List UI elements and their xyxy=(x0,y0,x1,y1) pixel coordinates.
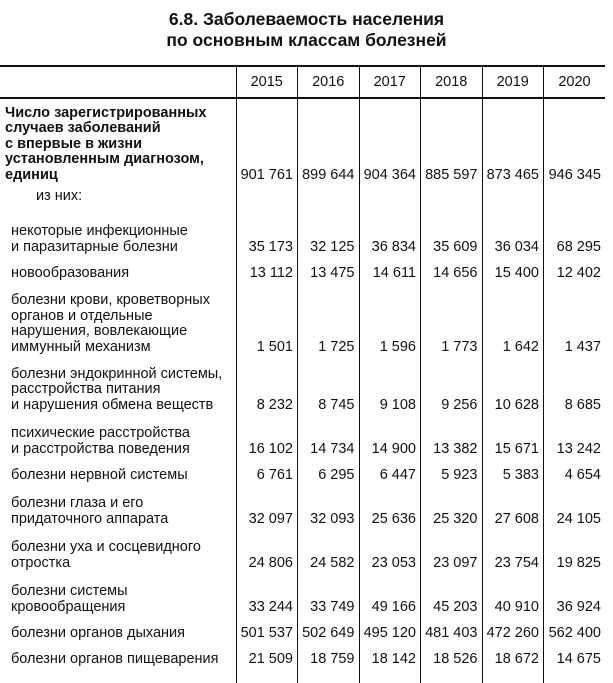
value-cell: 33 244 xyxy=(236,573,298,617)
value-cell: 40 910 xyxy=(482,573,544,617)
row-label-line: и расстройства поведения xyxy=(11,440,190,457)
value-cell: 36 924 xyxy=(544,573,606,617)
row-label-line: иммунный механизм xyxy=(11,338,151,355)
table-row xyxy=(0,283,605,357)
value-cell: 68 295 xyxy=(544,211,606,257)
table-row xyxy=(0,415,605,459)
value-cell: 18 672 xyxy=(482,643,544,669)
header-label-cell xyxy=(0,66,236,98)
value-cell: 32 093 xyxy=(298,485,360,529)
row-label-line: болезни системы xyxy=(11,583,128,599)
table-row xyxy=(0,643,605,669)
value-cell: 901 761 xyxy=(236,98,298,185)
row-label-line: болезни глаза и его xyxy=(11,495,144,511)
value-cell: 13 475 xyxy=(298,257,360,283)
value-cell: 23 097 xyxy=(421,529,483,573)
value-cell: 24 806 xyxy=(236,529,298,573)
value-cell: 10 628 xyxy=(482,357,544,415)
row-label-line: нарушения, вовлекающие xyxy=(11,323,188,339)
value-cell: 946 345 xyxy=(544,98,606,185)
row-label-line: болезни эндокринной системы, xyxy=(11,365,223,382)
value-cell: 35 173 xyxy=(236,211,298,257)
spacer-cell xyxy=(298,669,360,683)
spacer-cell xyxy=(482,669,544,683)
row-label-line: и нарушения обмена веществ xyxy=(11,396,214,413)
morbidity-table xyxy=(0,65,605,683)
table-row xyxy=(0,617,605,643)
empty-cell xyxy=(482,185,544,211)
empty-cell xyxy=(298,185,360,211)
value-cell: 35 609 xyxy=(421,211,483,257)
value-cell: 1 725 xyxy=(298,283,360,357)
value-cell: 885 597 xyxy=(421,98,483,185)
spacer-row xyxy=(0,669,605,683)
row-label-line: с впервые в жизни xyxy=(5,135,143,152)
table-row xyxy=(0,257,605,283)
table-row xyxy=(0,529,605,573)
value-cell: 27 608 xyxy=(482,485,544,529)
value-cell: 873 465 xyxy=(482,98,544,185)
value-cell: 49 166 xyxy=(359,573,421,617)
value-cell: 25 320 xyxy=(421,485,483,529)
table-title-line-2: по основным классам болезней xyxy=(166,30,447,50)
row-label xyxy=(0,357,236,415)
table-body xyxy=(0,98,605,683)
year-header: 2017 xyxy=(359,66,421,98)
value-cell: 33 749 xyxy=(298,573,360,617)
spacer-cell xyxy=(236,669,298,683)
value-cell: 8 232 xyxy=(236,357,298,415)
table-row xyxy=(0,485,605,529)
row-label xyxy=(0,98,236,185)
table-title xyxy=(0,9,613,51)
table-row xyxy=(0,573,605,617)
subheader-label: из них: xyxy=(36,188,83,205)
value-cell: 14 900 xyxy=(359,415,421,459)
row-label-line: болезни уха и сосцевидного xyxy=(11,539,201,555)
year-header: 2020 xyxy=(544,66,606,98)
table-row xyxy=(0,357,605,415)
spacer-cell xyxy=(359,669,421,683)
value-cell: 32 125 xyxy=(298,211,360,257)
row-label xyxy=(0,415,236,459)
year-header: 2019 xyxy=(482,66,544,98)
empty-cell xyxy=(544,185,606,211)
row-label-line: отростка xyxy=(11,554,71,571)
value-cell: 36 834 xyxy=(359,211,421,257)
value-cell: 13 382 xyxy=(421,415,483,459)
row-label xyxy=(0,211,236,257)
value-cell: 481 403 xyxy=(421,617,483,643)
value-cell: 14 675 xyxy=(544,643,606,669)
value-cell: 495 120 xyxy=(359,617,421,643)
value-cell: 904 364 xyxy=(359,98,421,185)
value-cell: 5 923 xyxy=(421,459,483,485)
value-cell: 14 611 xyxy=(359,257,421,283)
value-cell: 15 400 xyxy=(482,257,544,283)
row-label-line: случаев заболеваний xyxy=(5,120,161,136)
row-label-line: единиц xyxy=(5,166,58,183)
empty-cell xyxy=(421,185,483,211)
row-label xyxy=(0,529,236,573)
value-cell: 25 636 xyxy=(359,485,421,529)
row-label-line: болезни органов пищеварения xyxy=(11,650,219,667)
row-label-line: придаточного аппарата xyxy=(11,510,169,527)
value-cell: 16 102 xyxy=(236,415,298,459)
value-cell: 32 097 xyxy=(236,485,298,529)
subheader-row xyxy=(0,185,605,211)
row-label-line: болезни крови, кроветворных xyxy=(11,292,210,308)
value-cell: 6 295 xyxy=(298,459,360,485)
value-cell: 18 759 xyxy=(298,643,360,669)
row-label-line: Число зарегистрированных xyxy=(5,104,207,121)
year-header: 2018 xyxy=(421,66,483,98)
value-cell: 21 509 xyxy=(236,643,298,669)
year-header: 2016 xyxy=(298,66,360,98)
value-cell: 13 112 xyxy=(236,257,298,283)
value-cell: 562 400 xyxy=(544,617,606,643)
table-row xyxy=(0,211,605,257)
spacer-cell xyxy=(421,669,483,683)
value-cell: 14 656 xyxy=(421,257,483,283)
value-cell: 19 825 xyxy=(544,529,606,573)
total-row xyxy=(0,98,605,185)
value-cell: 8 685 xyxy=(544,357,606,415)
value-cell: 502 649 xyxy=(298,617,360,643)
row-label-line: установленным диагнозом, xyxy=(5,151,204,167)
value-cell: 1 642 xyxy=(482,283,544,357)
value-cell: 1 596 xyxy=(359,283,421,357)
value-cell: 472 260 xyxy=(482,617,544,643)
value-cell: 23 053 xyxy=(359,529,421,573)
empty-cell xyxy=(359,185,421,211)
value-cell: 24 105 xyxy=(544,485,606,529)
value-cell: 899 644 xyxy=(298,98,360,185)
empty-cell xyxy=(236,185,298,211)
value-cell: 1 437 xyxy=(544,283,606,357)
row-label-line: органов и отдельные xyxy=(11,307,153,324)
value-cell: 13 242 xyxy=(544,415,606,459)
value-cell: 501 537 xyxy=(236,617,298,643)
row-label xyxy=(0,573,236,617)
row-label-line: расстройства питания xyxy=(11,381,161,397)
row-label-line: болезни нервной системы xyxy=(11,466,188,483)
value-cell: 12 402 xyxy=(544,257,606,283)
row-label-line: кровообращения xyxy=(11,598,126,615)
spacer-cell xyxy=(0,669,236,683)
row-label xyxy=(0,283,236,357)
value-cell: 9 256 xyxy=(421,357,483,415)
value-cell: 8 745 xyxy=(298,357,360,415)
table-title-line-1: 6.8. Заболеваемость населения xyxy=(168,9,445,29)
table-row xyxy=(0,459,605,485)
row-label-line: психические расстройства xyxy=(11,425,190,441)
value-cell: 18 526 xyxy=(421,643,483,669)
spacer-cell xyxy=(544,669,606,683)
header-row xyxy=(0,66,605,98)
year-header: 2015 xyxy=(236,66,298,98)
row-label xyxy=(0,643,236,669)
row-label-line: новообразования xyxy=(11,264,130,281)
value-cell: 36 034 xyxy=(482,211,544,257)
row-label xyxy=(0,617,236,643)
row-label xyxy=(0,257,236,283)
row-label xyxy=(0,459,236,485)
value-cell: 1 501 xyxy=(236,283,298,357)
value-cell: 15 671 xyxy=(482,415,544,459)
value-cell: 18 142 xyxy=(359,643,421,669)
value-cell: 1 773 xyxy=(421,283,483,357)
value-cell: 6 761 xyxy=(236,459,298,485)
value-cell: 14 734 xyxy=(298,415,360,459)
row-label-line: и паразитарные болезни xyxy=(11,238,178,255)
value-cell: 24 582 xyxy=(298,529,360,573)
row-label-line: некоторые инфекционные xyxy=(11,223,188,239)
value-cell: 5 383 xyxy=(482,459,544,485)
value-cell: 45 203 xyxy=(421,573,483,617)
value-cell: 6 447 xyxy=(359,459,421,485)
value-cell: 23 754 xyxy=(482,529,544,573)
value-cell: 9 108 xyxy=(359,357,421,415)
value-cell: 4 654 xyxy=(544,459,606,485)
row-label xyxy=(0,485,236,529)
row-label-line: болезни органов дыхания xyxy=(11,624,185,641)
